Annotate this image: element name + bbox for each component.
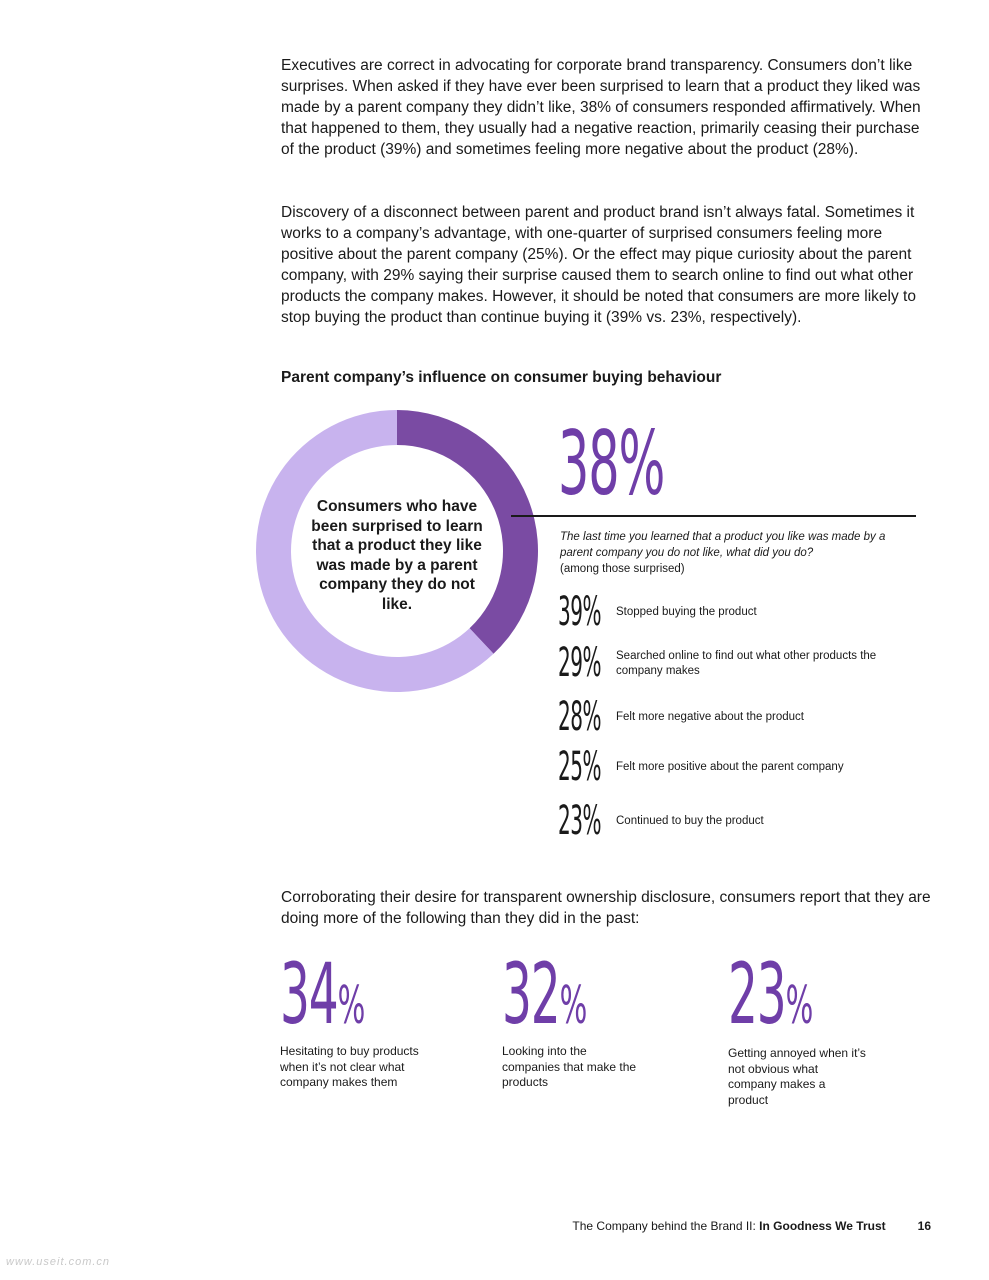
- stat-block: [728, 945, 878, 1107]
- page-footer: [572, 1219, 931, 1233]
- stat-number: 32%: [502, 945, 587, 1043]
- response-pct: 28%: [558, 694, 601, 740]
- headline-stat: 38%: [558, 412, 665, 515]
- question-note: (among those surprised): [560, 563, 685, 575]
- donut-label: Consumers who have been surprised to learn that a product they like was made by a parent company they do not like.: [311, 498, 483, 613]
- watermark: www.useit.com.cn: [6, 1256, 111, 1268]
- response-label: Searched online to find out what other products the company makes: [616, 650, 877, 677]
- divider-rule: [511, 515, 916, 517]
- footer-title: The Company behind the Brand II:: [572, 1219, 760, 1233]
- response-pct: 23%: [558, 798, 601, 844]
- response-label: Felt more negative about the product: [616, 711, 804, 723]
- body-paragraph-1: Executives are correct in advocating for corporate brand transparency. Consumers don’t like surprises. When asked if they have ever been surprised to learn that a product they liked was made by a parent company they didn’t like, 38% of consumers responded affirmatively. When that happened to them, they usually had a negative reaction, primarily ceasing their purchase of the product (39%) and sometimes feeling more negative about the product (28%).: [281, 57, 921, 158]
- body-paragraph-2: Discovery of a disconnect between parent and product brand isn’t always fatal. Sometimes it works to a company’s advantage, with one-quarter of surprised consumers feeling more positive about the parent company (25%). Or the effect may pique curiosity about the parent company, with 29% saying their surprise caused them to search online to find out what other products the company makes. However, it should be noted that consumers are more likely to stop buying the product than continue buying it (39% vs. 23%, respectively).: [281, 204, 916, 326]
- response-pct: 25%: [558, 744, 601, 790]
- stat-block: [502, 945, 652, 1089]
- response-pct: 39%: [558, 589, 601, 635]
- page-number: 16: [917, 1219, 931, 1233]
- survey-question: [560, 529, 910, 577]
- response-label: Continued to buy the product: [616, 815, 764, 827]
- stat-description: Getting annoyed when it’s not obvious what company makes a product: [728, 1046, 866, 1107]
- response-label: Felt more positive about the parent company: [616, 761, 844, 773]
- question-text: The last time you learned that a product you like was made by a parent company you do not like, what did you do?: [560, 531, 886, 559]
- stat-description: Looking into the companies that make the products: [502, 1044, 637, 1089]
- response-label: Stopped buying the product: [616, 606, 757, 618]
- stat-number: 23%: [728, 945, 813, 1043]
- chart-title: Parent company’s influence on consumer buying behaviour: [281, 369, 722, 386]
- footer-title-bold: In Goodness We Trust: [759, 1219, 886, 1233]
- stat-number: 34%: [280, 945, 365, 1043]
- body-paragraph-3: Corroborating their desire for transparent ownership disclosure, consumers report that they are doing more of the following than they did in the past:: [281, 889, 931, 927]
- response-pct: 29%: [558, 640, 601, 686]
- stat-description: Hesitating to buy products when it’s not clear what company makes them: [280, 1044, 419, 1089]
- stat-block: [280, 945, 430, 1089]
